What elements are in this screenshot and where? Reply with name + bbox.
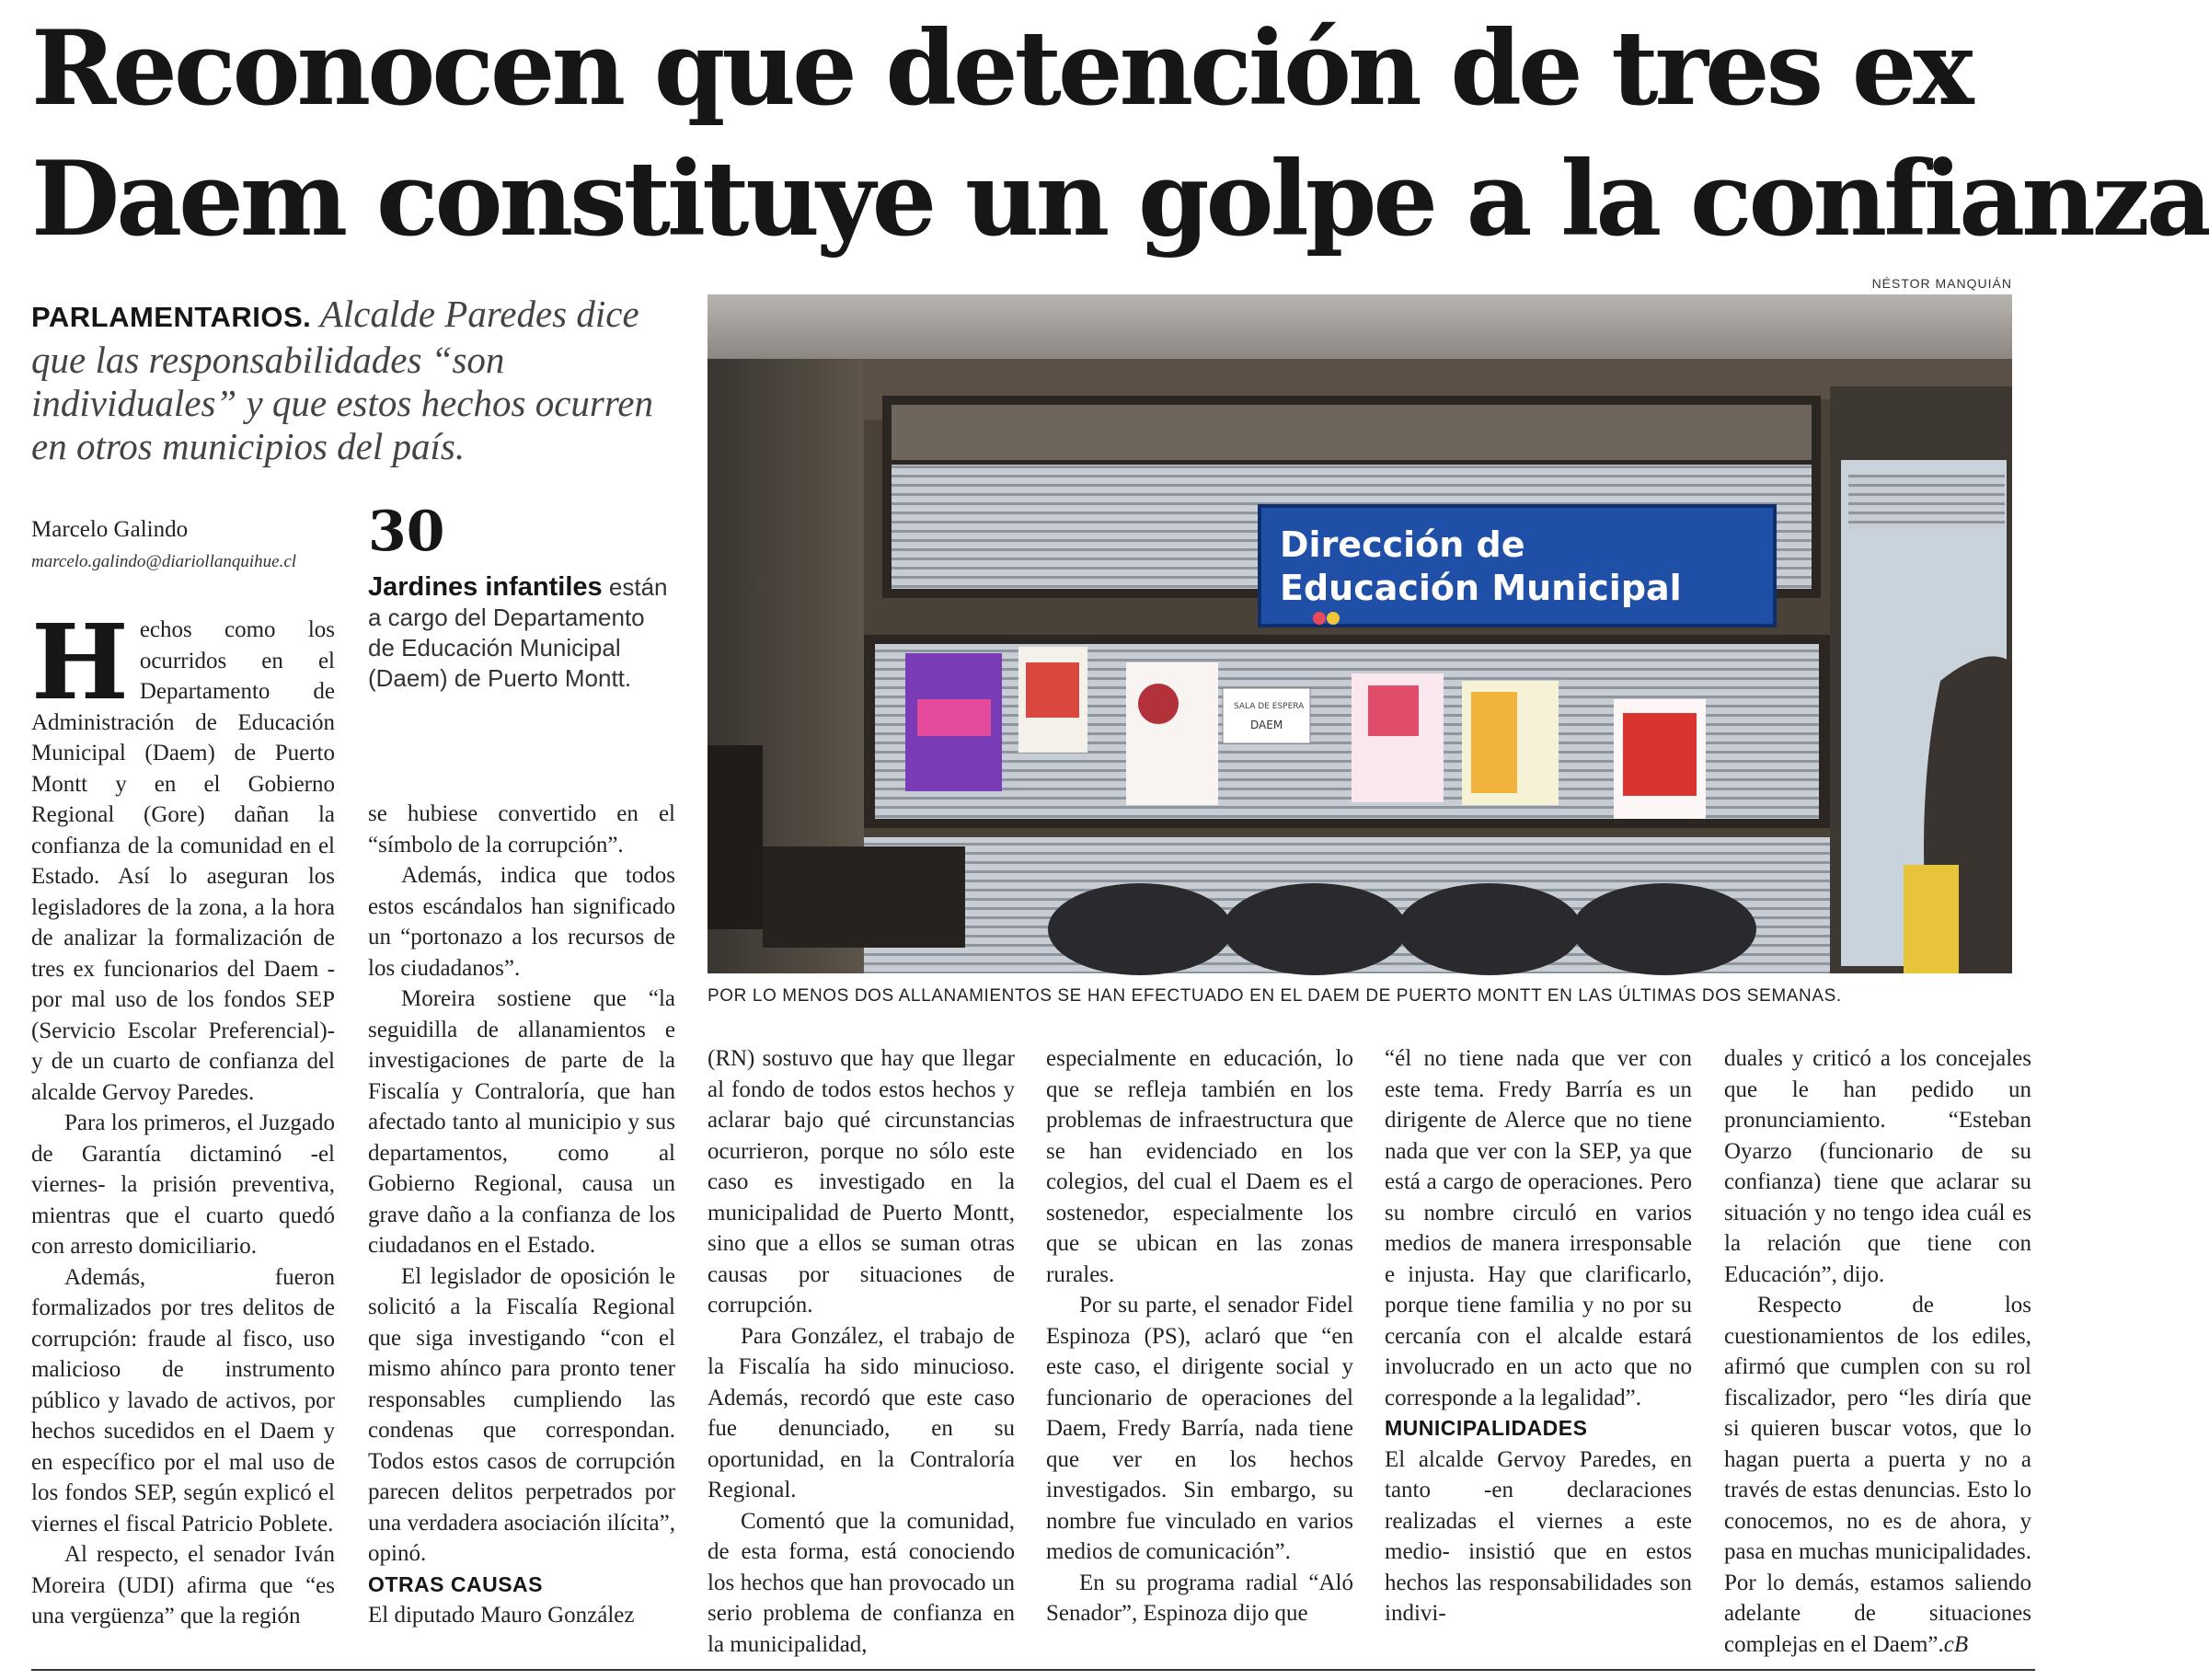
fact-description: están a cargo del Departamento de Educación Municipal (Daem) de Puerto Montt. [368, 573, 668, 692]
body-column-3 [708, 1043, 1015, 1657]
sign-line-2: Educación Municipal [1280, 568, 1682, 608]
article-photo [708, 294, 2012, 973]
photo-credit: NÉSTOR MANQUIÁN [1871, 276, 2012, 291]
lead-text: Alcalde Paredes dice que las responsabilidades “son individuales” y que estos hechos ocurren en otros municipios del país. [31, 293, 653, 467]
body-column-2 [368, 799, 675, 1628]
paragraph: se hubiese convertido en el “símbolo de la corrupción”. [368, 801, 675, 857]
paragraph: Además, indica que todos estos escándalos han significado un “portonazo a los recursos de los ciudadanos”. [368, 863, 675, 981]
headline-line-2: Daem constituye un golpe a la confianza [31, 140, 2209, 259]
paragraph: Comentó que la comunidad, de esta forma, está conociendo los hechos que han provocado un serio problema de confianza en la municipalidad, [708, 1508, 1015, 1657]
paragraph-text: Respecto de los cuestionamientos de los ediles, afirmó que cumplen con su rol fiscalizador, pero “les diría que si quieren buscar votos, que lo hagan puerta a puerta y no a través de estas denuncias. Esto lo conocemos, no es de ahora, y pasa en muchas municipalidades. Por lo demás, estamos saliendo adelante de situaciones complejas en el Daem”. [1724, 1293, 2031, 1657]
paragraph: (RN) sostuvo que hay que llegar al fondo de todos estos hechos y aclarar bajo qué circunstancias ocurrieron, porque no sólo este caso es investigado en la municipalidad de Puerto Montt, sino que a ellos se suman otras causas por situaciones de corrupción. [708, 1046, 1015, 1318]
paragraph-text: echos como los ocurridos en el Departamento de Administración de Educación Municipal (Daem) de Puerto Montt y en el Gobierno Regional (Gore) dañan la confianza de la comunidad en el Estado. Así lo aseguran los legisladores de la zona, a la hora de analizar la formalización de tres ex funcionarios del Daem -por mal uso de los fondos SEP (Servicio Escolar Preferencial)- y de un cuarto de confianza del alcalde Gervoy Paredes. [31, 617, 335, 1105]
fact-label: Jardines infantiles [368, 572, 603, 602]
body-column-6 [1724, 1043, 2031, 1657]
paragraph: El alcalde Gervoy Paredes, en tanto -en declaraciones realizadas el viernes a este medio- insistió que en estos hechos las responsabilidades son indivi- [1385, 1446, 1692, 1626]
subhead-otras-causas: OTRAS CAUSAS [368, 1571, 544, 1596]
paragraph: Moreira sostiene que “la seguidilla de allanamientos e investigaciones de parte de la Fiscalía y Contraloría, que han afectado tanto al municipio y sus departamentos, como al Gobierno Regional, causa un grave daño a la confianza de los ciudadanos en el Estado. [368, 986, 675, 1258]
paragraph: El diputado Mauro González [368, 1603, 635, 1628]
paragraph: El legislador de oposición le solicitó a la Fiscalía Regional que siga investigando “con el mismo ahínco para pronto tener responsables cumpliendo las condenas que correspondan. Todos estos casos de corrupción parecen delitos perpetrados por una verdadera asociación ilícita”, opinó. [368, 1263, 675, 1566]
drop-cap: H [31, 603, 129, 723]
bottom-rule [31, 1669, 2035, 1671]
body-column-1 [31, 603, 335, 1628]
paragraph [1724, 1290, 2031, 1660]
fact-text [368, 572, 668, 694]
paragraph: Para los primeros, el Juzgado de Garantía dictaminó -el viernes- la prisión preventiva, mientras que el cuarto quedó con arresto domiciliario. [31, 1110, 335, 1259]
headline [31, 4, 2209, 265]
byline-email: marcelo.galindo@diariollanquihue.cl [31, 552, 297, 571]
paragraph: En su programa radial “Aló Senador”, Espinoza dijo que [1046, 1570, 1353, 1626]
paragraph: especialmente en educación, lo que se refleja también en los problemas de infraestructura que se han evidenciado en los colegios, del cual el Daem es el sostenedor, especialmente los que se ubican en las zonas rurales. [1046, 1046, 1353, 1287]
subhead-municipalidades: MUNICIPALIDADES [1385, 1416, 1588, 1440]
body-column-4 [1046, 1043, 1353, 1626]
paragraph: “él no tiene nada que ver con este tema. Fredy Barría es un dirigente de Alerce que no tiene nada que ver con la SEP, ya que está a cargo de operaciones. Pero su nombre circuló en varios medios de manera irresponsable e injusta. Hay que clarificarlo, porque tiene familia y no por su cercanía con el alcalde estará involucrado en un acto que no corresponde a la legalidad”. [1385, 1046, 1692, 1410]
paragraph: Además, fueron formalizados por tres delitos de corrupción: fraude al fisco, uso malicioso de instrumento público y lavado de activos, por hechos sucedidos en el Daem y en específico por el mal uso de los fondos SEP, según explicó el viernes el fiscal Patricio Poblete. [31, 1264, 335, 1536]
office-scene-illustration [708, 294, 2012, 973]
lead-kicker: PARLAMENTARIOS. [31, 301, 312, 333]
paragraph: duales y criticó a los concejales que le han pedido un pronunciamiento. “Esteban Oyarzo (funcionario de su confianza) tiene que aclarar su situación y no tengo idea cuál es la relación que tiene con Educación”, dijo. [1724, 1046, 2031, 1287]
photo-caption: POR LO MENOS DOS ALLANAMIENTOS SE HAN EFECTUADO EN EL DAEM DE PUERTO MONTT EN LAS ÚLTIMAS DOS SEMANAS. [708, 986, 1842, 1006]
sign-line-1: Dirección de [1280, 524, 1525, 565]
fact-number: 30 [368, 500, 445, 564]
paragraph: Por su parte, el senador Fidel Espinoza (PS), aclaró que “en este caso, el dirigente social y funcionario de operaciones del Daem, Fredy Barría, nada tiene que ver en los hechos investigados. Sin embargo, su nombre fue vinculado en varios medios de comunicación”. [1046, 1293, 1353, 1564]
byline-author: Marcelo Galindo [31, 517, 189, 542]
body-column-5 [1385, 1043, 1692, 1626]
paragraph: Para González, el trabajo de la Fiscalía ha sido minucioso. Además, recordó que este caso fue denunciado, en su oportunidad, en la Contraloría Regional. [708, 1323, 1015, 1502]
waiting-room-notice-line-1: SALA DE ESPERA [1234, 702, 1305, 711]
end-mark: cB [1943, 1631, 1969, 1657]
lead-deck [31, 293, 666, 468]
waiting-room-notice-line-2: DAEM [1250, 719, 1283, 731]
headline-line-1: Reconocen que detención de tres ex [31, 9, 1971, 129]
paragraph [31, 603, 335, 1108]
paragraph: Al respecto, el senador Iván Moreira (UDI) afirma que “es una vergüenza” que la región [31, 1542, 335, 1628]
